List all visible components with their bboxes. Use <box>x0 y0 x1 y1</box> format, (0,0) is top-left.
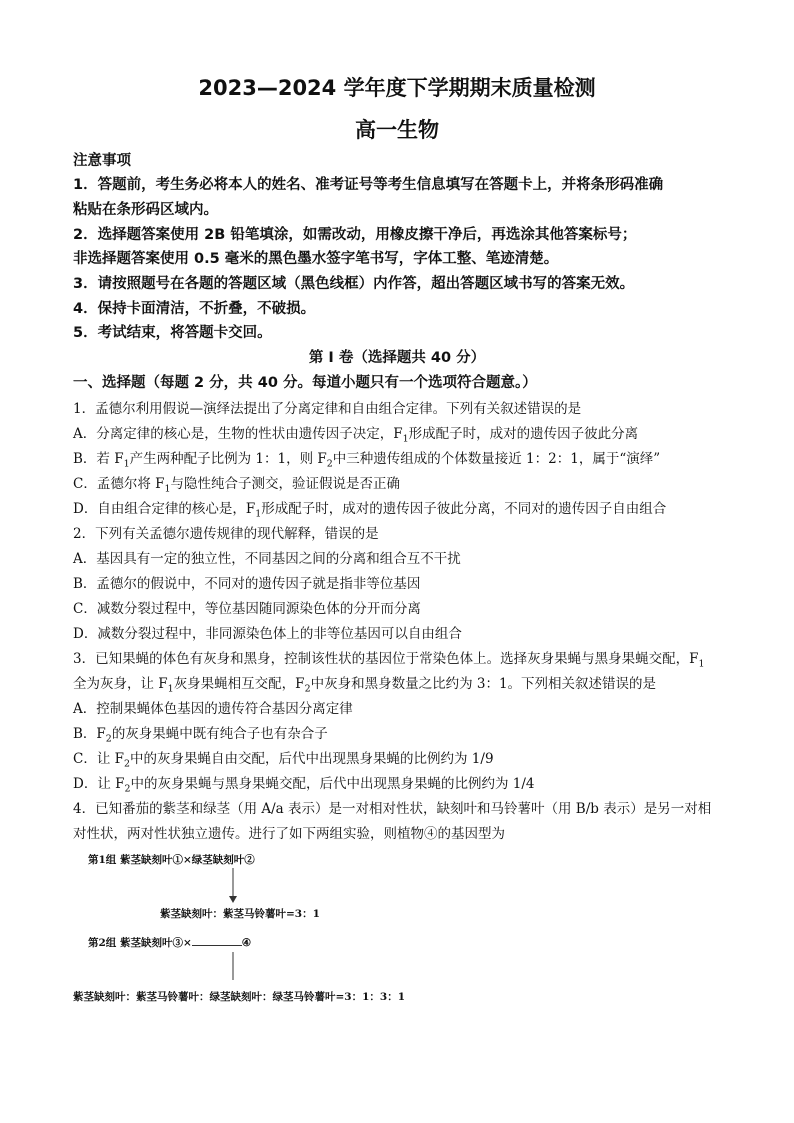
figure-group1: 第1组 紫茎缺刻叶①×绿茎缺刻叶② <box>88 854 255 866</box>
figure-blank-underline <box>192 945 242 946</box>
subject-title: 高一生物 <box>355 118 439 142</box>
note-5: 5．考试结束，将答题卡交回。 <box>73 325 272 341</box>
q1-option-c: C．孟德尔将 $F_1$与隐性纯合子测交，验证假说是否正确 <box>73 476 401 495</box>
figure-arrow-2 <box>225 952 241 984</box>
q1-option-b: B．若 $F_1$产生两种配子比例为 1：1，则 $F_2$中三种遗传组成的个体数量接近 1：2：1，属于“演绎” <box>73 451 661 470</box>
section-instruction: 一、选择题（每题 2 分，共 40 分。每道小题只有一个选项符合题意。） <box>73 375 537 391</box>
q3-option-d: D．让 $F_2$中的灰身果蝇与黑身果蝇交配，后代中出现黑身果蝇的比例约为 1/4 <box>73 776 535 795</box>
note-2b: 非选择题答案使用 0.5 毫米的黑色墨水签字笔书写，字体工整、笔迹清楚。 <box>73 251 559 267</box>
q2-stem: 2．下列有关孟德尔遗传规律的现代解释，错误的是 <box>73 526 379 542</box>
notes-heading: 注意事项 <box>73 153 131 169</box>
note-1b: 粘贴在条形码区域内。 <box>73 202 218 218</box>
note-2a: 2．选择题答案使用 2B 铅笔填涂，如需改动，用橡皮擦干净后，再选涂其他答案标号； <box>73 227 637 243</box>
q3-option-a: A．控制果蝇体色基因的遗传符合基因分离定律 <box>73 701 353 717</box>
figure-group2: 第2组 紫茎缺刻叶③× ④ <box>88 937 252 949</box>
note-3: 3．请按照题号在各题的答题区域（黑色线框）内作答，超出答题区域书写的答案无效。 <box>73 276 635 292</box>
section-title: 第 I 卷（选择题共 40 分） <box>308 350 486 366</box>
figure-arrow-1 <box>225 868 241 904</box>
figure-result1: 紫茎缺刻叶：紫茎马铃薯叶=3：1 <box>160 908 320 920</box>
note-4: 4．保持卡面清洁，不折叠，不破损。 <box>73 301 316 317</box>
q2-option-c: C．减数分裂过程中，等位基因随同源染色体的分开而分离 <box>73 601 421 617</box>
q2-option-d: D．减数分裂过程中，非同源染色体上的非等位基因可以自由组合 <box>73 626 462 642</box>
q2-option-a: A．基因具有一定的独立性，不同基因之间的分离和组合互不干扰 <box>73 551 461 567</box>
note-1a: 1．答题前，考生务必将本人的姓名、准考证号等考生信息填写在答题卡上，并将条形码准确 <box>73 177 664 193</box>
q3-stem-line2: 全为灰身，让 $F_1$灰身果蝇相互交配，$F_2$中灰身和黑身数量之比约为 3：1。下列相关叙述错误的是 <box>73 676 657 695</box>
q1-option-d: D．自由组合定律的核心是，$F_1$形成配子时，成对的遗传因子彼此分离，不同对的遗传因子自由组合 <box>73 501 667 520</box>
q4-stem-line1: 4．已知番茄的紫茎和绿茎（用 A/a 表示）是一对相对性状，缺刻叶和马铃薯叶（用 B/b 表示）是另一对相 <box>73 801 712 817</box>
q3-option-c: C．让 $F_2$中的灰身果蝇自由交配，后代中出现黑身果蝇的比例约为 1/9 <box>73 751 494 770</box>
figure-result2: 紫茎缺刻叶：紫茎马铃薯叶：绿茎缺刻叶：绿茎马铃薯叶=3：1：3：1 <box>73 991 406 1003</box>
q1-option-a: A．分离定律的核心是，生物的性状由遗传因子决定，$F_1$形成配子时，成对的遗传因子彼此分离 <box>73 426 639 445</box>
q1-stem: 1．孟德尔利用假说—演绎法提出了分离定律和自由组合定律。下列有关叙述错误的是 <box>73 401 582 417</box>
q2-option-b: B．孟德尔的假说中，不同对的遗传因子就是指非等位基因 <box>73 576 421 592</box>
q3-stem-line1: 3．已知果蝇的体色有灰身和黑身，控制该性状的基因位于常染色体上。选择灰身果蝇与黑身果蝇交配，$F_1$ <box>73 651 705 670</box>
q4-stem-line2: 对性状，两对性状独立遗传。进行了如下两组实验，则植物④的基因型为 <box>73 826 505 842</box>
q3-option-b: B．$F_2$的灰身果蝇中既有纯合子也有杂合子 <box>73 726 328 745</box>
exam-title: 2023—2024 学年度下学期期末质量检测 <box>198 76 596 100</box>
